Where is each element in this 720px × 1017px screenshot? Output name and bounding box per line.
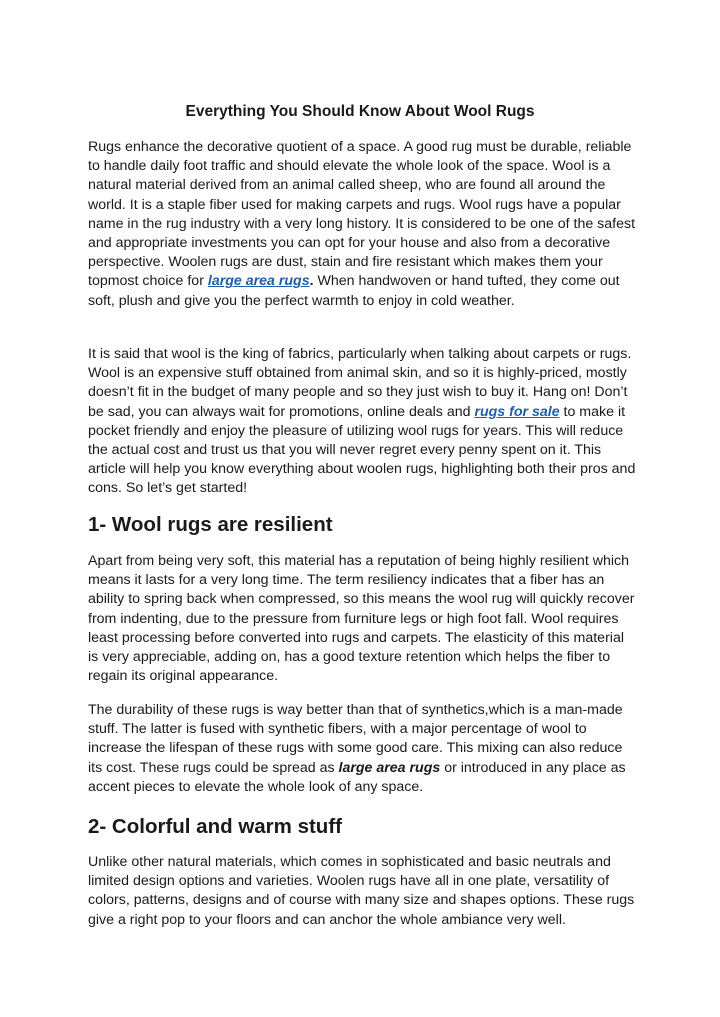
rugs-for-sale-link[interactable]: rugs for sale [474, 403, 560, 420]
intro-punctuation: . [309, 273, 314, 290]
price-text-after: to make it pocket friendly and enjoy the pleasure of utilizing wool rugs for years. This will reduce the actual cost and trust us that you will never regret every penny spent on it. This article will help you know everything about woolen rugs, highlighting both their pros and cons. So let’s get started! [88, 403, 636, 497]
intro-paragraph [88, 138, 636, 311]
price-text-before: It is said that wool is the king of fabrics, particularly when talking about carpets or rugs. Wool is an expensive stuff obtained from animal skin, and so it is highly-priced, mostly doesn’t fit in the budget of many people and so they just wish to buy it. Hang on! Don’t be sad, you can always wait for promotions, online deals and [88, 346, 632, 420]
large-area-rugs-link[interactable]: large area rugs [207, 273, 310, 290]
price-paragraph [88, 345, 636, 499]
intro-text-before: Rugs enhance the decorative quotient of a space. A good rug must be durable, reliable to handle daily foot traffic and should elevate the whole look of the space. Wool is a natural material derived from an animal called sheep, who are found all around the world. It is a staple fiber used for making carpets and rugs. Wool rugs have a popular name in the rug industry with a very long history. It is considered to be one of the safest and appropriate investments you can opt for your house and also from a decorative perspective. Woolen rugs are dust, stain and fire resistant which makes them your topmost choice for [88, 139, 636, 290]
durability-paragraph [88, 701, 636, 797]
intro-text-after: When handwoven or hand tufted, they come out soft, plush and give you the perfect warmth to enjoy in cold weather. [88, 273, 620, 309]
resilience-paragraph: Apart from being very soft, this material has a reputation of being highly resilient which means it lasts for a very long time. The term resiliency indicates that a fiber has an ability to spring back when compressed, so this means the wool rug will quickly recover from indenting, due to the pressure from furniture legs or high foot fall. Wool requires least processing before converted into rugs and carpets. The elasticity of this material is very appreciable, adding on, has a good texture retention which helps the fiber to regain its original appearance. [88, 553, 635, 685]
document-title: Everything You Should Know About Wool Rugs [185, 103, 535, 120]
large-area-rugs-emphasis: large area rugs [338, 759, 441, 776]
section-heading-resilient: 1- Wool rugs are resilient [88, 513, 333, 536]
section-heading-colorful: 2- Colorful and warm stuff [88, 815, 342, 838]
colorful-paragraph: Unlike other natural materials, which comes in sophisticated and basic neutrals and limited design options and varieties. Woolen rugs have all in one plate, versatility of colors, patterns, designs and of course with many size and shapes options. These rugs give a right pop to your floors and can anchor the whole ambiance very well. [88, 854, 635, 928]
durability-text-before: The durability of these rugs is way better than that of synthetics,which is a man-made stuff. The latter is fused with synthetic fibers, with a major percentage of wool to increase the lifespan of these rugs with some good care. This mixing can also reduce its cost. These rugs could be spread as [88, 702, 623, 776]
durability-text-after: or introduced in any place as accent pieces to elevate the whole look of any space. [88, 759, 626, 795]
